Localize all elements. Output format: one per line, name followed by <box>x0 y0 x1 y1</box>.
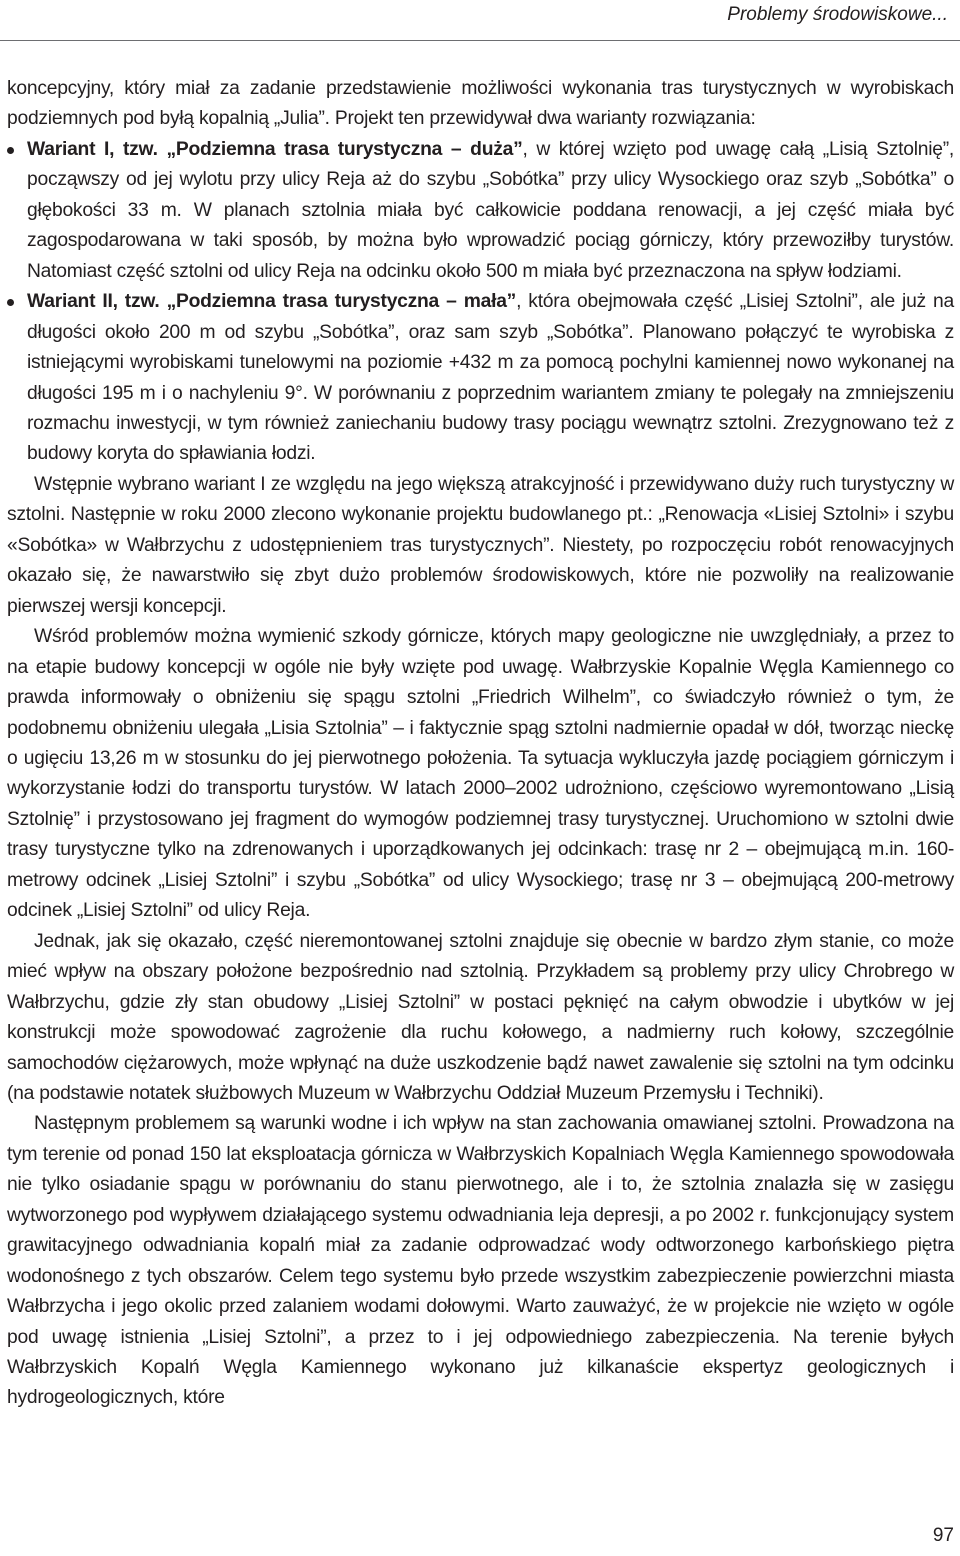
paragraph: Jednak, jak się okazało, część nieremontowanej sztolni znajduje się obecnie w bardzo złym stanie, co może mieć wpływ na obszary położone bezpośrednio nad sztolnią. Przykładem są problemy przy ulicy Chrobrego w Wałbrzychu, gdzie zły stan obudowy „Lisiej Sztolni” w postaci pęknięć na całym obwodzie i ubytków w jej konstrukcji może spowodować zagrożenie dla ruchu kołowego, a nadmierny ruch kołowy, szczególnie samochodów ciężarowych, może wpłynąć na duże uszkodzenie bądź nawet zawalenie się sztolni na tym odcinku (na podstawie notatek służbowych Muzeum w Wałbrzychu Oddział Muzeum Przemysłu i Techniki). <box>7 930 954 1104</box>
variant-item-2 <box>7 287 954 470</box>
variant-label: Wariant II, tzw. <box>27 291 160 313</box>
intro-paragraph: koncepcyjny, który miał za zadanie przedstawienie możliwości wykonania tras turystycznych w wyrobiskach podziemnych pod byłą kopalnią „Julia”. Projekt ten przewidywał dwa warianty rozwiązania: <box>7 78 954 130</box>
variant-text: , w której wzięto pod uwagę całą „Lisią Sztolnię”, począwszy od jej wylotu przy ulicy Reja aż do szybu „Sobótka” przy ulicy Wysockiego oraz szyb „Sobótka” o głębokości 33 m. W planach sztolnia miała być całkowicie poddana renowacji, a jej część miała być zagospodarowana w taki sposób, by można było wprowadzić pociąg górniczy, który przewoziłby turystów. Natomiast część sztolni od ulicy Reja na odcinku około 500 m miała być przeznaczona na spływ łodziami. <box>27 138 954 282</box>
paragraph: Wstępnie wybrano wariant I ze względu na jego większą atrakcyjność i przewidywano duży ruch turystyczny w sztolni. Następnie w roku 2000 zlecono wykonanie projektu budowlanego pt.: „Renowacja «Lisiej Sztolni» i szybu «Sobótka» w Wałbrzychu z udostępnieniem tras turystycznych”. Niestety, po rozpoczęciu robót renowacyjnych okazało się, że nawarstwiło się zbyt dużo problemów środowiskowych, które nie pozwoliły na realizowanie pierwszej wersji koncepcji. <box>7 473 954 617</box>
page-body <box>7 74 954 1414</box>
bullet-icon <box>7 147 14 154</box>
variant-list <box>7 135 954 470</box>
header-divider <box>0 40 960 41</box>
variant-name: „Podziemna trasa turystyczna – mała” <box>166 291 517 313</box>
variant-item-1 <box>7 135 954 287</box>
paragraph: Wśród problemów można wymienić szkody górnicze, których mapy geologiczne nie uwzględniały, a przez to na etapie budowy koncepcji w ogóle nie były wzięte pod uwagę. Wałbrzyskie Kopalnie Węgla Kamiennego co prawda informowały o obniżeniu się spągu sztolni „Friedrich Wilhelm”, co świadczyło również o tym, że podobnemu obniżeniu ulegała „Lisia Sztolnia” – i faktycznie spąg sztolni nadmiernie opadał w dół, tworząc nieckę o ugięciu 13,26 m w stosunku do jej pierwotnego położenia. Ta sytuacja wykluczyła jazdę pociągiem górniczym i wykorzystanie łodzi do transportu turystów. W latach 2000–2002 udrożniono, częściowo wyremontowano „Lisią Sztolnię” i przystosowano jej fragment do wymogów podziemnej trasy turystycznej. Uruchomiono w sztolni dwie trasy turystyczne tylko na zdrenowanych i uporządkowanych jej odcinkach: trasę nr 2 – obejmującą m.in. 160-metrowy odcinek „Lisiej Sztolni” i szybu „Sobótka” od ulicy Wysockiego; trasę nr 3 – obejmującą 200-metrowy odcinek „Lisiej Sztolni” od ulicy Reja. <box>7 626 954 922</box>
paragraph: Następnym problemem są warunki wodne i ich wpływ na stan zachowania omawianej sztolni. Prowadzona na tym terenie od ponad 150 lat eksploatacja górnicza w Wałbrzyskich Kopalniach Węgla Kamiennego spowodowała nie tylko osiadanie spągu w porównaniu do stanu pierwotnego, ale i to, że sztolnia znalazła się w zasięgu wytworzonego pod wypływem działającego systemu odwadniania leja depresji, a po 2002 r. funkcjonujący system grawitacyjnego odwadniania kopalń miał za zadanie odprowadzać wody odtworzonego karbońskiego piętra wodonośnego z tych obszarów. Celem tego systemu było przede wszystkim zabezpieczenie powierzchni miasta Wałbrzycha i jego okolic przed zalaniem wodami dołowymi. Warto zauważyć, że w projekcie nie wzięto w ogóle pod uwagę istnienia „Lisiej Sztolni”, a przez to i jej odpowiedniego zabezpieczenia. Na terenie byłych Wałbrzyskich Kopalń Węgla Kamiennego wykonano już kilkanaście ekspertyz geologicznych i hydrogeologicznych, które <box>7 1113 954 1409</box>
bullet-icon <box>7 299 14 306</box>
running-header: Problemy środowiskowe... <box>727 4 948 25</box>
page-number: 97 <box>932 1525 954 1546</box>
variant-text: , która obejmowała część „Lisiej Sztolni”, ale już na długości około 200 m od szybu „Sobótka”, oraz sam szyb „Sobótka”. Planowano połączyć te wyrobiska z istniejącymi wyrobiskami tunelowymi na poziomie +432 m za pomocą pochylni kamiennej nowo wykonanej na długości 195 m i o nachyleniu 9°. W porównaniu z poprzednim wariantem zmiany te polegały na zmniejszeniu rozmachu inwestycji, w tym również zaniechaniu budowy trasy pociągu wewnątrz sztolni. Zrezygnowano też z budowy koryta do spławiania łodzi. <box>27 291 954 465</box>
variant-label: Wariant I, tzw. <box>27 138 158 160</box>
variant-name: „Podziemna trasa turystyczna – duża” <box>166 138 523 160</box>
